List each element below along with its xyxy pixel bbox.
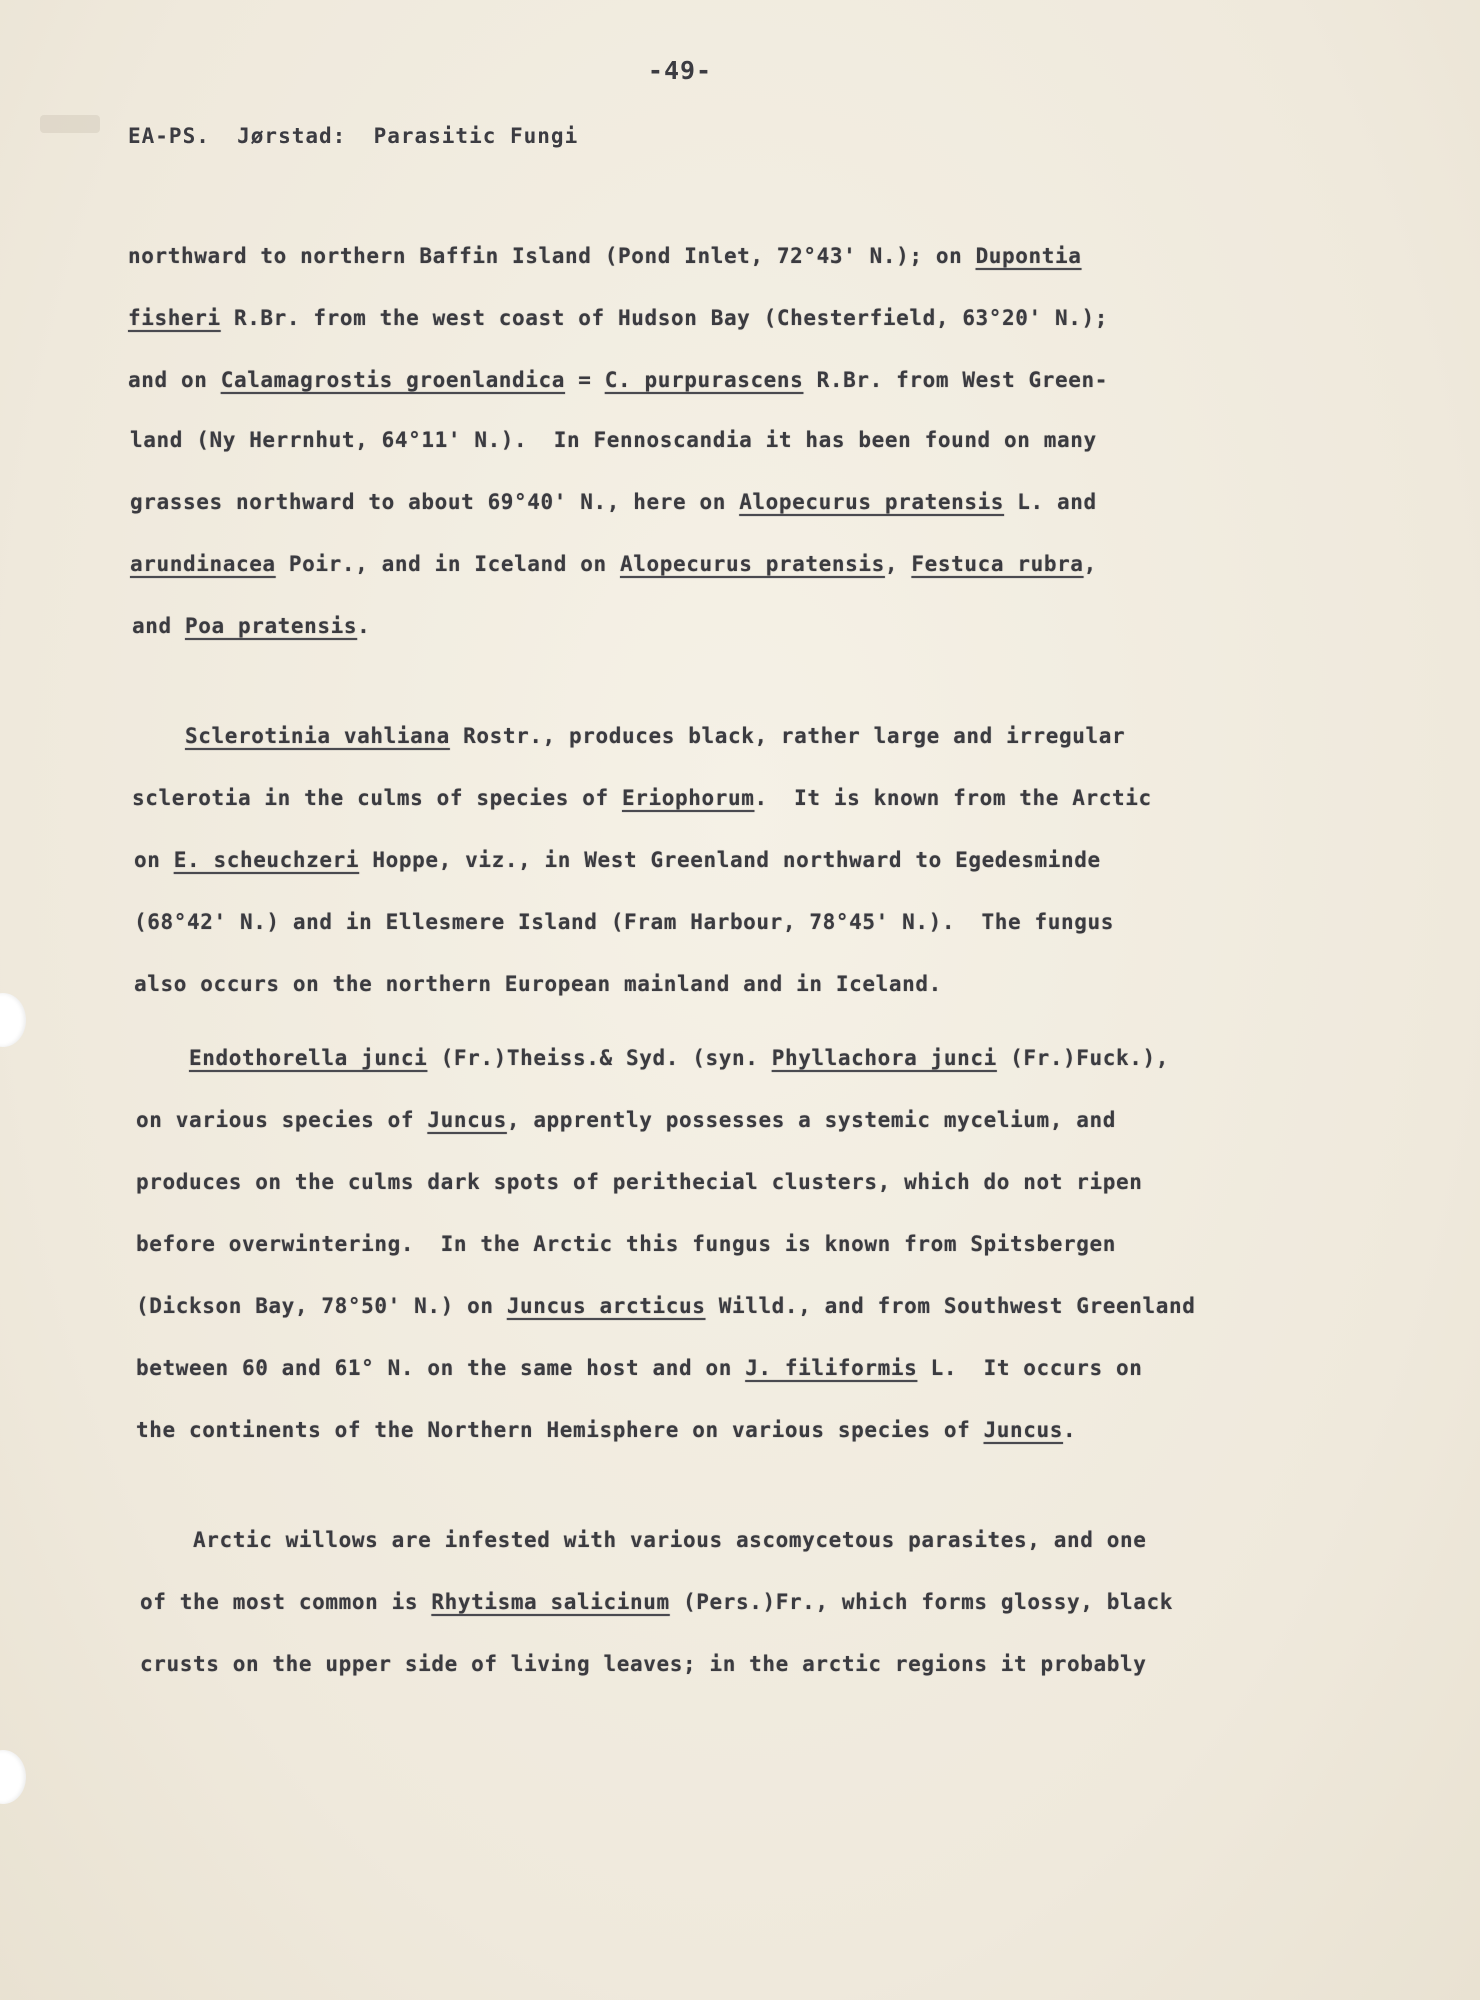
text-run: northward to northern Baffin Island (Pond Inlet, 72°43' N.); on [128,244,976,268]
text-run: crusts on the upper side of living leaves; in the arctic regions it probably [140,1652,1147,1676]
text-run: . [357,614,371,638]
text-run: R.Br. from West Green- [803,368,1109,392]
underlined-taxon: Alopecurus pratensis [739,490,1005,514]
text-line [136,1046,1169,1070]
text-run: also occurs on the northern European mainland and in Iceland. [134,972,942,996]
text-run: Arctic willows are infested with various ascomycetous parasites, and one [140,1528,1147,1552]
text-run: produces on the culms dark spots of perithecial clusters, which do not ripen [136,1170,1143,1194]
punch-hole-top [0,993,26,1047]
running-head: EA-PS. Jørstad: Parasitic Fungi [128,124,579,148]
text-run [136,1046,189,1070]
text-run: L. It occurs on [917,1356,1143,1380]
underlined-taxon: Juncus arcticus [506,1294,706,1318]
underlined-taxon: Endothorella junci [188,1046,428,1070]
text-run: Poir., and in Iceland on [275,552,621,576]
text-line [132,614,370,638]
underlined-taxon: Juncus [983,1418,1064,1442]
underlined-taxon: Festuca rubra [911,552,1084,576]
text-run: = [565,368,605,392]
underlined-taxon: J. filiformis [745,1356,918,1380]
text-run: (Pers.)Fr., which forms glossy, black [669,1590,1173,1614]
text-run: , [884,552,912,576]
underlined-taxon: Juncus [427,1108,507,1132]
text-run: R.Br. from the west coast of Hudson Bay (Chesterfield, 63°20' N.); [220,306,1108,330]
text-line [134,910,1114,934]
underlined-taxon: Alopecurus pratensis [620,552,885,576]
text-run: , [1083,552,1097,576]
text-line [132,724,1125,748]
text-line [140,1652,1146,1676]
text-line [132,786,1152,810]
text-run: Willd., and from Southwest Greenland [705,1294,1196,1318]
text-line [130,428,1097,452]
text-run: grasses northward to about 69°40' N., here on [130,490,740,514]
text-run: land (Ny Herrnhut, 64°11' N.). In Fennoscandia it has been found on many [130,428,1097,452]
text-run: before overwintering. In the Arctic this fungus is known from Spitsbergen [136,1232,1116,1256]
page-number: -49- [647,56,713,85]
text-run: of the most common is [140,1590,432,1614]
underlined-taxon: E. scheuchzeri [173,848,360,872]
text-line [136,1418,1076,1442]
text-line [128,368,1108,392]
text-run: and [132,614,185,638]
text-run: . [1063,1418,1077,1442]
text-run: (Fr.)Fuck.), [996,1046,1170,1070]
underlined-taxon: Calamagrostis groenlandica [220,368,566,392]
underlined-taxon: Poa pratensis [184,614,358,638]
text-line [140,1590,1173,1614]
text-run: sclerotia in the culms of species of [132,786,622,810]
text-run: L. and [1004,490,1097,514]
underlined-taxon: Dupontia [975,244,1082,268]
punch-hole-bottom [0,1750,26,1804]
text-run: (Fr.)Theiss.& Syd. (syn. [427,1046,772,1070]
text-line [136,1294,1195,1318]
text-run: Rostr., produces black, rather large and irregular [449,724,1126,748]
underlined-taxon: Eriophorum [622,786,755,810]
underlined-taxon: C. purpurascens [604,368,804,392]
text-line [140,1528,1146,1552]
paper-smudge [40,115,100,133]
text-line [136,1170,1142,1194]
text-line [134,848,1101,872]
text-run: and on [128,368,221,392]
text-run: on [134,848,174,872]
text-line [136,1356,1143,1380]
text-line [134,972,942,996]
text-line [136,1232,1116,1256]
text-line [130,490,1097,514]
underlined-taxon: arundinacea [130,552,276,576]
text-line [136,1108,1116,1132]
text-line [128,244,1082,268]
text-run [132,724,185,748]
text-run: Hoppe, viz., in West Greenland northward to Egedesminde [359,848,1101,872]
underlined-taxon: Rhytisma salicinum [431,1590,670,1614]
underlined-taxon: Phyllachora junci [771,1046,997,1070]
text-run: (68°42' N.) and in Ellesmere Island (Fram Harbour, 78°45' N.). The fungus [134,910,1114,934]
text-run: between 60 and 61° N. on the same host and on [136,1356,746,1380]
text-line [130,552,1097,576]
underlined-taxon: Sclerotinia vahliana [184,724,450,748]
text-run: . It is known from the Arctic [754,786,1152,810]
underlined-taxon: fisheri [128,306,221,330]
text-run: the continents of the Northern Hemisphere on various species of [136,1418,984,1442]
text-run: on various species of [136,1108,428,1132]
text-run: , apprently possesses a systemic mycelium, and [506,1108,1117,1132]
text-line [128,306,1108,330]
text-run: (Dickson Bay, 78°50' N.) on [136,1294,507,1318]
